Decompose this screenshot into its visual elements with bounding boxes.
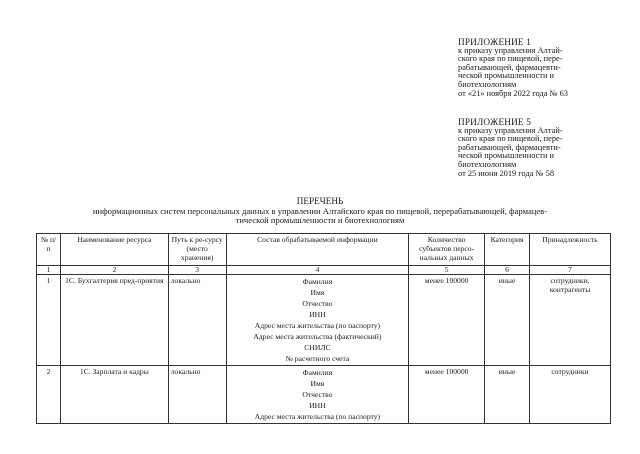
owner: сотрудники, контрагенты (530, 275, 611, 366)
info-item: Имя (310, 288, 325, 297)
appendix-1-line: к приказу управления Алтай- (458, 45, 563, 55)
info-item: Адрес места жительства (фактический) (253, 332, 382, 341)
column-number: 2 (60, 266, 168, 275)
appendix-1-line: биотехнологиям (458, 79, 517, 89)
info-item: Фамилия (302, 368, 333, 377)
column-number: 7 (530, 266, 611, 275)
header-owner: Принадлежность (530, 234, 611, 266)
column-number: 1 (37, 266, 61, 275)
header-subject-count: Количество субъектов персо-нальных данных (409, 234, 485, 266)
row-number: 2 (37, 366, 61, 424)
header-number: № п/п (37, 234, 61, 266)
table-header-row (37, 234, 611, 266)
info-item: ИНН (309, 401, 326, 410)
header-storage-path: Путь к ре-сурсу (место хранения) (168, 234, 226, 266)
header-info-composition: Состав обрабатываемой информации (226, 234, 409, 266)
appendix-5-line: биотехнологиям (458, 159, 517, 169)
appendix-5-line: ческой промышленности и (458, 151, 555, 161)
column-number: 5 (409, 266, 485, 275)
table-row (37, 275, 611, 366)
appendix-5-date: от 25 июня 2019 года № 58 (458, 168, 555, 178)
info-item: Отчество (302, 390, 333, 399)
appendix-1-title: ПРИЛОЖЕНИЕ 1 (458, 37, 532, 47)
subject-count: менее 100000 (409, 366, 485, 424)
appendix-1-date: от «21» ноября 2022 года № 63 (458, 88, 568, 98)
subject-count: менее 100000 (409, 275, 485, 366)
info-item: № расчетного счета (285, 354, 350, 363)
info-item: Имя (310, 379, 325, 388)
column-number-row (37, 266, 611, 275)
appendix-5-line: рабатывающей, фармацевти- (458, 142, 561, 152)
header-category: Категория (485, 234, 530, 266)
column-number: 3 (168, 266, 226, 275)
table-row (37, 366, 611, 424)
info-composition-list (226, 366, 409, 424)
document-title: ПЕРЕЧЕНЬ (296, 196, 344, 206)
info-item: Адрес места жительства (по паспорту) (254, 321, 381, 330)
document-subtitle-line-1: информационных систем персональных данных в управлении Алтайского края по пищевой, перерабатывающей, фармацев- (92, 206, 548, 216)
appendix-1-line: ческой промышленности и (458, 71, 555, 81)
document-subtitle-line-2: тической промышленности и биотехнологиям (235, 215, 405, 225)
appendix-5-line: к приказу управления Алтай- (458, 125, 563, 135)
column-number: 6 (485, 266, 530, 275)
info-item: Фамилия (302, 277, 333, 286)
header-resource-name: Наименование ресурса (60, 234, 168, 266)
info-item: СНИЛС (304, 343, 331, 352)
storage-path: локально (168, 366, 226, 424)
appendix-1-line: ского края по пищевой, пере- (458, 54, 563, 64)
owner: сотрудники (530, 366, 611, 424)
column-number: 4 (226, 266, 409, 275)
resource-name: 1С. Бухгалтерия пред-приятия (60, 275, 168, 366)
appendix-1-block (458, 38, 608, 98)
category: иные (485, 366, 530, 424)
category: иные (485, 275, 530, 366)
resource-name: 1С. Зарплата и кадры (60, 366, 168, 424)
info-systems-table (36, 233, 611, 424)
appendix-5-line: ского края по пищевой, пере- (458, 134, 563, 144)
info-item: Адрес места жительства (по паспорту) (254, 412, 381, 421)
appendix-5-title: ПРИЛОЖЕНИЕ 5 (458, 117, 532, 127)
info-composition-list (226, 275, 409, 366)
appendix-5-block (458, 118, 608, 178)
info-item: ИНН (309, 310, 326, 319)
storage-path: локально (168, 275, 226, 366)
appendix-1-line: рабатывающей, фармацевти- (458, 62, 561, 72)
row-number: 1 (37, 275, 61, 366)
info-item: Отчество (302, 299, 333, 308)
